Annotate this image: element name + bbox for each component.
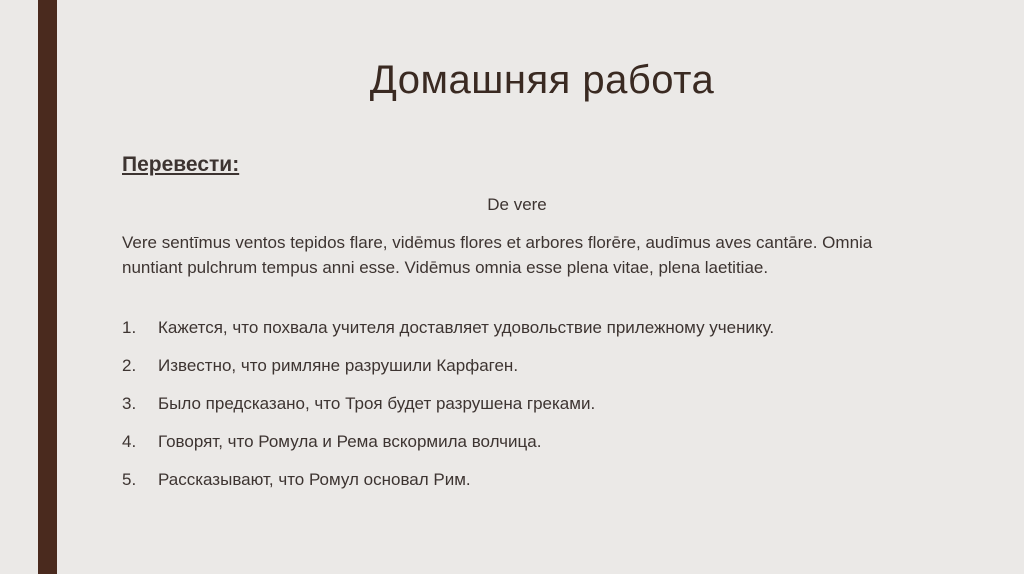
- subheading: Перевести:: [122, 153, 240, 176]
- list-item: [122, 392, 912, 416]
- list-item-number: 2.: [122, 356, 137, 375]
- sentence-list: [122, 316, 912, 492]
- list-item: [122, 468, 912, 492]
- list-item-text: Было предсказано, что Троя будет разрушена греками.: [158, 394, 596, 413]
- latin-text: Vere sentīmus ventos tepidos flare, vidēmus flores et arbores florēre, audīmus aves cantāre. Omnia nuntiant pulchrum tempus anni esse. Vidēmus omnia esse plena vitae, plena laetitiae.: [122, 233, 873, 277]
- list-item: [122, 354, 912, 378]
- list-item-text: Кажется, что похвала учителя доставляет удовольствие прилежному ученику.: [158, 318, 775, 337]
- list-item-number: 4.: [122, 432, 137, 451]
- list-item-text: Говорят, что Ромула и Рема вскормила волчица.: [158, 432, 542, 451]
- text-title: De vere: [487, 195, 547, 214]
- slide-content: [122, 150, 912, 506]
- slide-title: Домашняя работа: [369, 58, 715, 102]
- list-item-text: Известно, что римляне разрушили Карфаген.: [158, 356, 519, 375]
- list-item-number: 5.: [122, 470, 137, 489]
- list-item-text: Рассказывают, что Ромул основал Рим.: [158, 470, 471, 489]
- list-item-number: 1.: [122, 318, 137, 337]
- accent-bar: [38, 0, 57, 574]
- list-item: [122, 316, 912, 340]
- list-item-number: 3.: [122, 394, 137, 413]
- list-item: [122, 430, 912, 454]
